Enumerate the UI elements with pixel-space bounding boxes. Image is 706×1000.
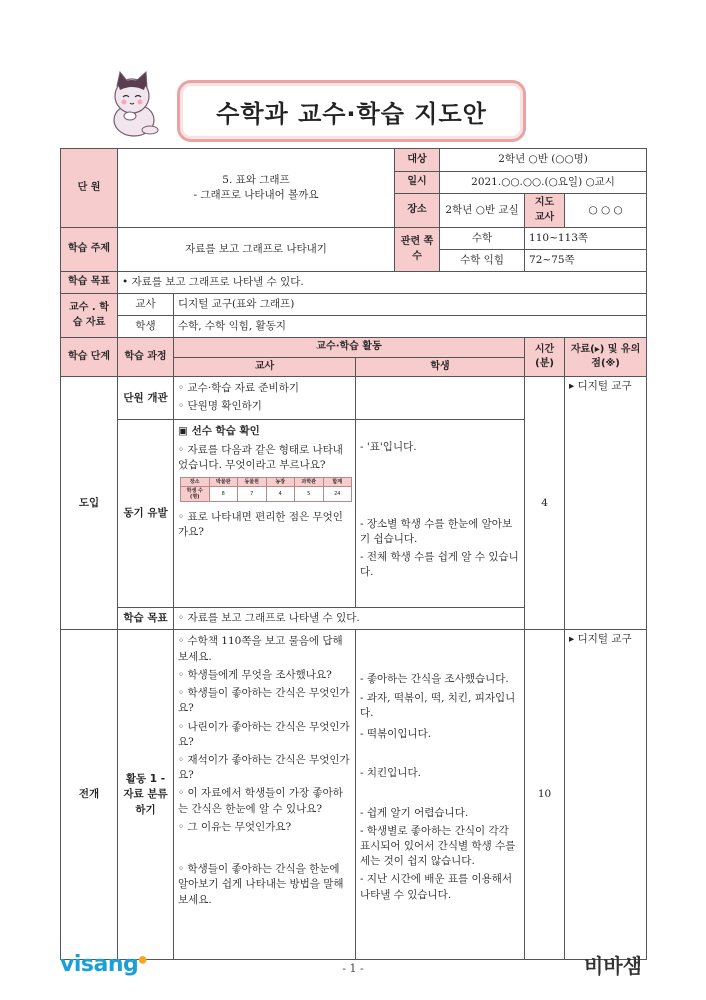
dev-t3: ◦ 학생들이 좋아하는 간식은 무엇인가요? (178, 687, 350, 715)
intro-motivation-t1: ◦ 자료를 다음과 같은 형태로 나타내었습니다. 무엇이라고 부르나요? (178, 443, 343, 471)
intro-motivation-student (356, 420, 525, 608)
header-material: 자료(▸) 및 유의점(※) (565, 338, 647, 377)
intro-motivation-s2: - 장소별 학생 수를 한눈에 알아보기 쉽습니다. (360, 517, 513, 545)
related-pages-label: 관련 쪽수 (395, 228, 440, 272)
visang-logo-text: visang (60, 952, 139, 977)
intro-goal-value: ◦ 자료를 보고 그래프로 나타낼 수 있다. (174, 608, 525, 630)
materials-teacher-role: 교사 (118, 294, 174, 316)
mini-cell: 4 (266, 487, 295, 502)
materials-teacher-value: 디지털 교구(표와 그래프) (174, 294, 647, 316)
dev-t8: ◦ 학생들이 좋아하는 간식을 한눈에 알아보기 쉽게 나타내는 방법을 말해 보세요. (178, 863, 344, 906)
dev-t4: ◦ 나린이가 좋아하는 간식은 무엇인가요? (178, 720, 350, 748)
header-stage: 학습 단계 (61, 338, 118, 377)
document-title-banner (177, 80, 526, 142)
dev-t5: ◦ 재석이가 좋아하는 간식은 무엇인가요? (178, 753, 350, 782)
materials-student-value: 수학, 수학 익힘, 활동지 (174, 316, 647, 338)
intro-overview-t1: ◦ 교수·학습 자료 준비하기 (178, 382, 299, 394)
mini-header: 장소 (181, 478, 210, 487)
visang-logo-dot-icon: ● (138, 954, 147, 966)
intro-motivation-head: ▣ 선수 학습 확인 (178, 425, 260, 438)
intro-motivation-t2: ◦ 표로 나타내면 편리한 점은 무엇인가요? (178, 511, 343, 539)
dev-t6: ◦ 이 자료에서 학생들이 가장 좋아하는 간식은 한눈에 알 수 있나요? (178, 787, 343, 815)
mini-cell: 7 (238, 487, 267, 502)
dev-process-activity1: 활동 1 - 자료 분류하기 (118, 630, 174, 960)
materials-label: 교수 . 학습 자료 (61, 294, 118, 338)
intro-motivation-teacher (174, 420, 356, 608)
page-number: - 1 - (342, 962, 364, 975)
mini-header: 합계 (323, 478, 352, 487)
intro-motivation-s3: - 전체 학생 수를 쉽게 알 수 있습니다. (360, 551, 519, 579)
target-label: 대상 (395, 149, 440, 172)
intro-motivation-s1: - '표'입니다. (360, 441, 417, 454)
unit-label: 단 원 (61, 149, 118, 228)
intro-process-goal: 학습 목표 (118, 608, 174, 630)
dev-s3: - 떡볶이입니다. (360, 728, 432, 741)
teacher-label: 지도 교사 (525, 194, 565, 228)
intro-material: ▸ 디지털 교구 (565, 377, 647, 630)
date-label: 일시 (395, 172, 440, 194)
unit-line-2: - 그래프로 나타내어 볼까요 (193, 189, 319, 201)
mini-header: 박물관 (209, 478, 238, 487)
teacher-value: ○ ○ ○ (565, 194, 647, 228)
place-label: 장소 (395, 194, 440, 228)
mini-header: 동물원 (238, 478, 267, 487)
intro-overview-student (356, 377, 525, 420)
mini-header: 과학관 (295, 478, 324, 487)
materials-student-role: 학생 (118, 316, 174, 338)
goal-label: 학습 목표 (61, 272, 118, 294)
related-book-1: 수학 (440, 228, 525, 250)
mini-cell: 8 (209, 487, 238, 502)
place-value: 2학년 ○반 교실 (440, 194, 525, 228)
unit-line-1: 5. 표와 그래프 (222, 173, 290, 186)
intro-process-motivation: 동기 유발 (118, 420, 174, 608)
dev-s2: - 과자, 떡볶이, 떡, 치킨, 피자입니다. (360, 691, 516, 719)
dev-s4: - 치킨입니다. (360, 767, 421, 780)
dev-material: ▸ 디지털 교구 (565, 630, 647, 960)
dev-s1: - 좋아하는 간식을 조사했습니다. (360, 673, 509, 686)
date-value: 2021.○○.○○.(○요일) ○교시 (440, 172, 647, 194)
header-teacher: 교사 (174, 357, 356, 377)
header-time: 시간 (분) (525, 338, 565, 377)
intro-time: 4 (525, 377, 565, 630)
lesson-plan-table (60, 148, 647, 960)
mini-cell: 24 (323, 487, 352, 502)
dev-s5: - 쉽게 알기 어렵습니다. (360, 806, 469, 819)
intro-overview-teacher (174, 377, 356, 420)
intro-process-overview: 단원 개관 (118, 377, 174, 420)
header-activity: 교수·학습 활동 (174, 338, 525, 358)
dev-t1: ◦ 수학책 110쪽을 보고 물음에 답해 보세요. (178, 635, 343, 663)
dev-student (356, 630, 525, 960)
header-student: 학생 (356, 357, 525, 377)
place-student-count-table (180, 477, 352, 502)
dev-s7: - 지난 시간에 배운 표를 이용해서 나타낼 수 있습니다. (360, 873, 513, 901)
dev-teacher (174, 630, 356, 960)
related-pages-2: 72~75쪽 (525, 250, 647, 272)
goal-value: • 자료를 보고 그래프로 나타낼 수 있다. (118, 272, 647, 294)
intro-stage: 도입 (61, 377, 118, 630)
unit-value (118, 149, 395, 228)
header-process: 학습 과정 (118, 338, 174, 377)
cat-mascot-illustration (104, 70, 164, 140)
target-value: 2학년 ○반 (○○명) (440, 149, 647, 172)
dev-t7: ◦ 그 이유는 무엇인가요? (178, 820, 292, 833)
intro-overview-t2: ◦ 단원명 확인하기 (178, 400, 262, 413)
related-book-2: 수학 익힘 (440, 250, 525, 272)
mini-row-label: 학생 수 (명) (181, 487, 210, 502)
bibasaem-logo: 비바샘 (584, 954, 642, 978)
document-title: 수학과 교수·학습 지도안 (216, 99, 487, 128)
dev-t2: ◦ 학생들에게 무엇을 조사했나요? (178, 668, 332, 681)
topic-value: 자료를 보고 그래프로 나타내기 (118, 228, 395, 272)
dev-time: 10 (525, 630, 565, 960)
mini-cell: 5 (295, 487, 324, 502)
related-pages-1: 110~113쪽 (525, 228, 647, 250)
topic-label: 학습 주제 (61, 228, 118, 272)
dev-stage: 전개 (61, 630, 118, 960)
mini-header: 농장 (266, 478, 295, 487)
dev-s6: - 학생별로 좋아하는 간식이 각각 표시되어 있어서 간식별 학생 수를 세는 것이 쉽지 않습니다. (360, 824, 516, 868)
